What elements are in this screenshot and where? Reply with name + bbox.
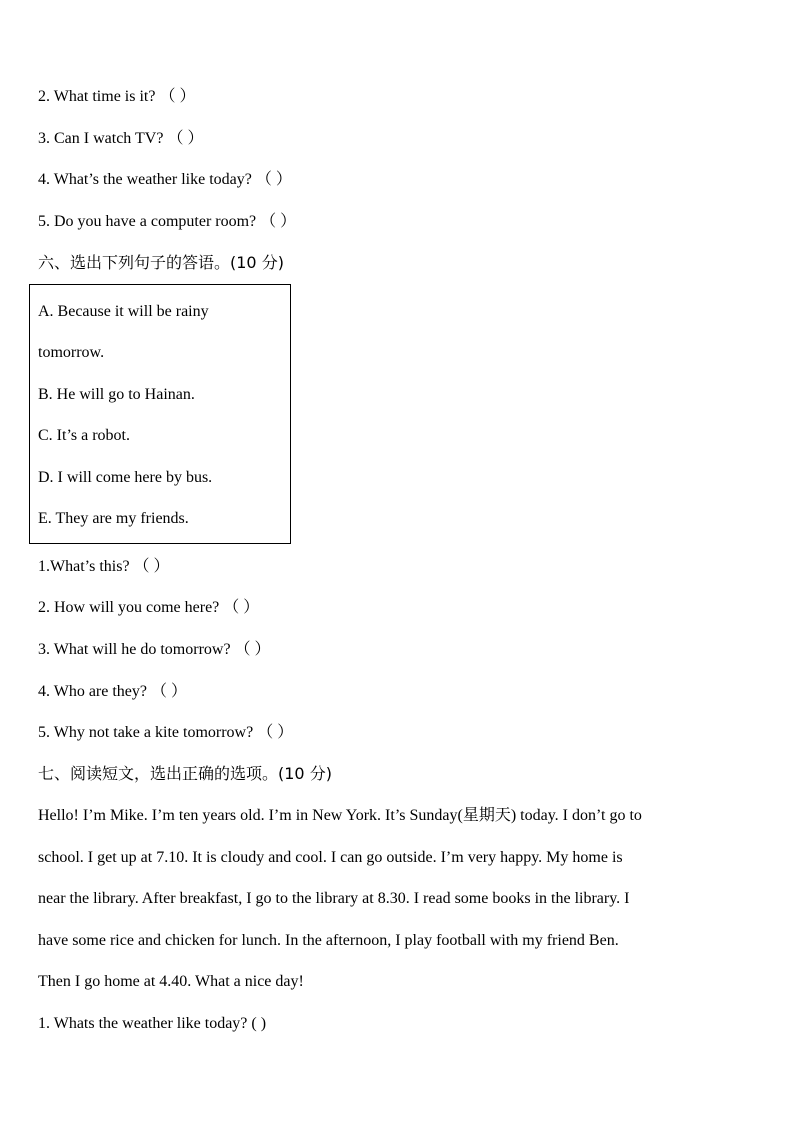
answer-option: A. Because it will be rainy [38,303,209,320]
passage-line: Hello! I’m Mike. I’m ten years old. I’m in New York. It’s Sunday(星期天) today. I don’t go to [38,807,642,824]
question-line: 2. What time is it? （ ） [38,88,196,105]
question-line: 5. Do you have a computer room? （ ） [38,213,297,230]
section-heading: 七、阅读短文，选出正确的选项。(10 分) [38,764,332,783]
question-line: 3. Can I watch TV? （ ） [38,130,204,147]
answer-option: tomorrow. [38,344,105,361]
passage-line: school. I get up at 7.10. It is cloudy and cool. I can go outside. I’m very happy. My home is [38,849,623,866]
question-line: 3. What will he do tomorrow? （ ） [38,641,271,658]
question-line: 1. Whats the weather like today? ( ) [38,1015,267,1032]
passage-line: near the library. After breakfast, I go to the library at 8.30. I read some books in the library. I [38,890,630,907]
question-line: 1.What’s this? （ ） [38,558,170,575]
answer-option: E. They are my friends. [38,510,189,527]
question-line: 4. What’s the weather like today? （ ） [38,171,292,188]
question-line: 2. How will you come here? （ ） [38,599,260,616]
passage-line: Then I go home at 4.40. What a nice day! [38,973,304,990]
answer-option: C. It’s a robot. [38,427,130,444]
question-line: 5. Why not take a kite tomorrow? （ ） [38,724,294,741]
answer-options-box [29,284,291,544]
answer-option: B. He will go to Hainan. [38,386,195,403]
answer-option: D. I will come here by bus. [38,469,213,486]
question-line: 4. Who are they? （ ） [38,683,187,700]
section-heading: 六、选出下列句子的答语。(10 分) [38,253,284,272]
passage-line: have some rice and chicken for lunch. In the afternoon, I play football with my friend Ben. [38,932,619,949]
